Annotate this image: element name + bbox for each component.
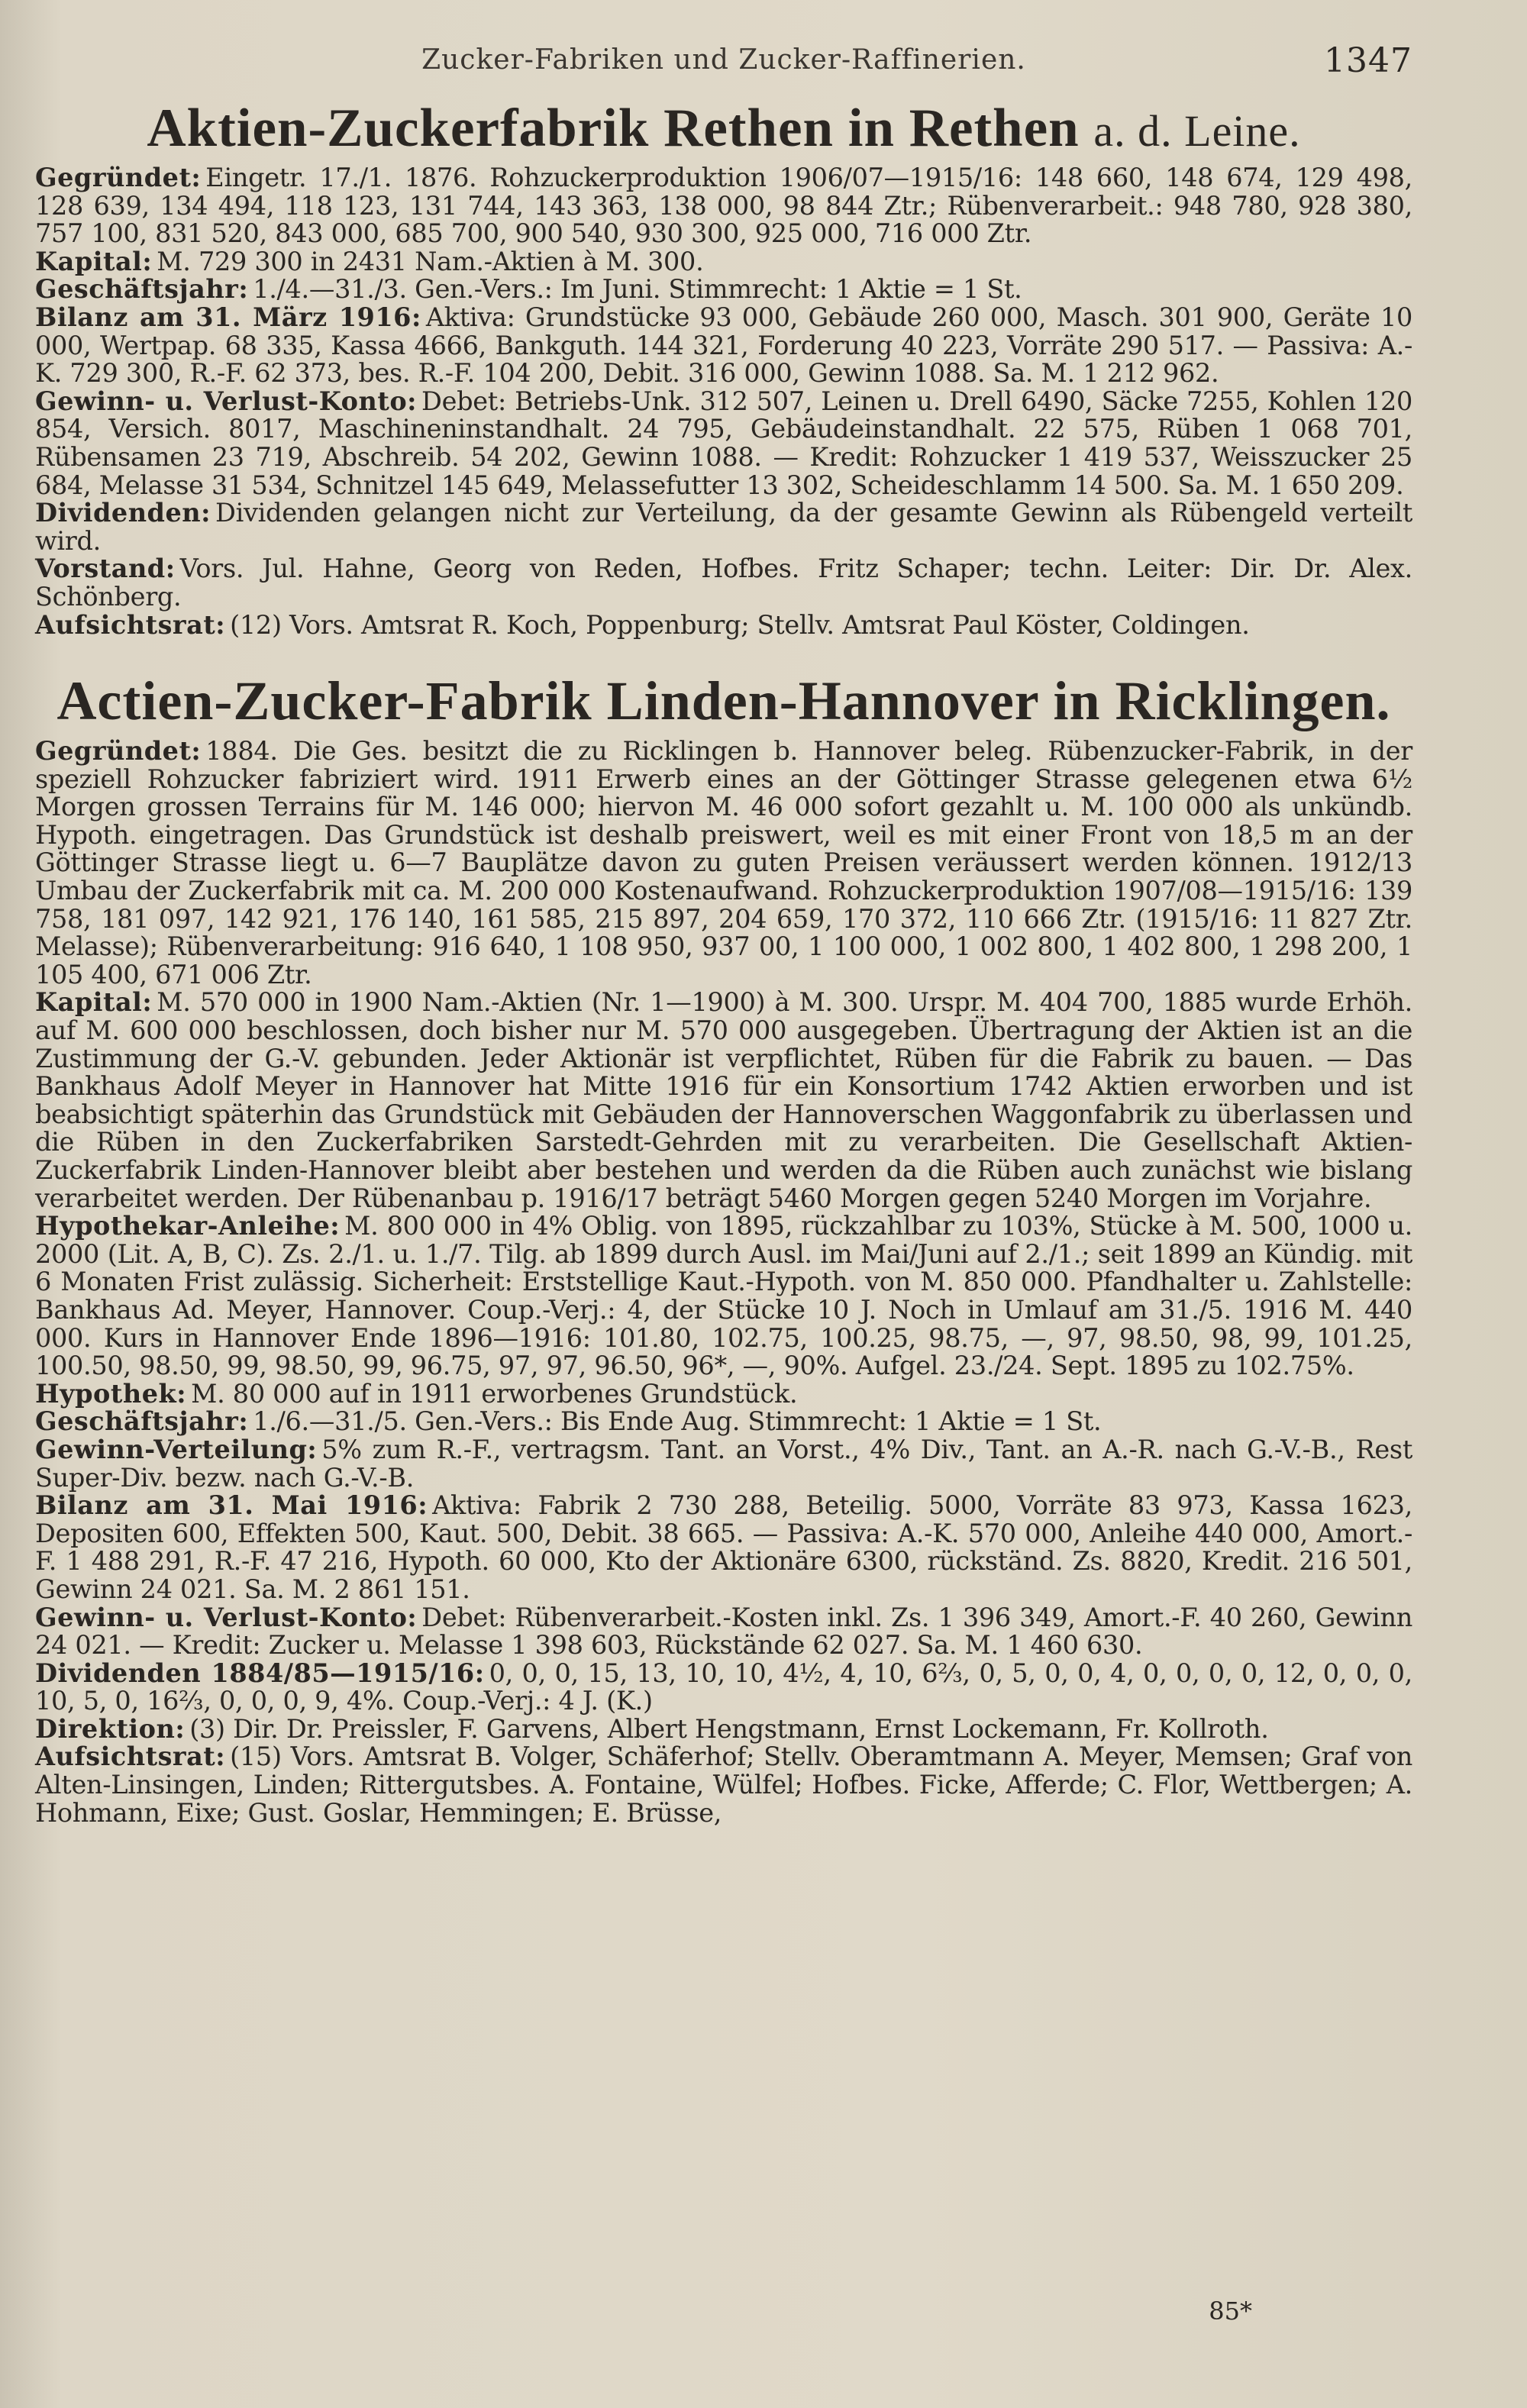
company-title-rethen <box>35 98 1412 160</box>
entry-label: Geschäftsjahr: <box>35 1406 249 1437</box>
entry-text: M. 729 300 in 2431 Nam.-Aktien à M. 300. <box>157 246 704 276</box>
entry-geschaeftsjahr <box>35 1408 1412 1436</box>
running-title: Zucker-Fabriken und Zucker-Raffinerien. <box>421 44 1026 76</box>
company-name: Aktien-Zuckerfabrik Rethen in Rethen <box>147 98 1080 158</box>
entry-gewinn-verlust <box>35 388 1412 499</box>
page-number: 1347 <box>1324 41 1412 80</box>
entry-label: Aufsichtsrat: <box>35 609 226 640</box>
entry-label: Kapital: <box>35 246 153 276</box>
entry-label: Gewinn- u. Verlust-Konto: <box>35 386 418 416</box>
entry-text: Vors. Jul. Hahne, Georg von Reden, Hofbes. Fritz Schaper; techn. Leiter: Dir. Dr. Alex. Schönberg. <box>35 554 1412 612</box>
entry-text: 1./6.—31./5. Gen.-Vers.: Bis Ende Aug. Stimmrecht: 1 Aktie = 1 St. <box>253 1406 1102 1437</box>
entry-text: Eingetr. 17./1. 1876. Rohzuckerproduktion 1906/07—1915/16: 148 660, 148 674, 129 498, 128 639, 134 494, 118 123, 131 744, 143 363, 138 000, 98 844 Ztr.; Rübenverarbeit.: 948 780, 928 380, 757 100, 831 520, 843 000, 685 700, 900 540, 930 300, 925 000, 716 000 Ztr. <box>35 163 1412 249</box>
entry-text: M. 800 000 in 4% Oblig. von 1895, rückzahlbar zu 103%, Stücke à M. 500, 1000 u. 2000 (Lit. A, B, C). Zs. 2./1. u. 1./7. Tilg. ab 1899 durch Ausl. im Mai/Juni auf 2./1.; seit 1899 an Kündig. mit 6 Monaten Frist zulässig. Sicherheit: Erststellige Kaut.-Hypoth. von M. 850 000. Pfandhalter u. Zahlstelle: Bankhaus Ad. Meyer, Hannover. Coup.-Verj.: 4, der Stücke 10 J. Noch in Umlauf am 31./5. 1916 M. 440 000. Kurs in Hannover Ende 1896—1916: 101.80, 102.75, 100.25, 98.75, —, 97, 98.50, 98, 99, 101.25, 100.50, 98.50, 99, 98.50, 99, 96.75, 97, 97, 96.50, 96*, —, 90%. Aufgel. 23./24. Sept. 1895 zu 102.75%. <box>35 1211 1412 1381</box>
entry-text: Aktiva: Grundstücke 93 000, Gebäude 260 000, Masch. 301 900, Geräte 10 000, Wertpap. 68 335, Kassa 4666, Bankguth. 144 321, Forderung 40 223, Vorräte 290 517. — Passiva: A.-K. 729 300, R.-F. 62 373, bes. R.-F. 104 200, Debit. 316 000, Gewinn 1088. Sa. M. 1 212 962. <box>35 302 1412 389</box>
entry-text: Aktiva: Fabrik 2 730 288, Beteilig. 5000, Vorräte 83 973, Kassa 1623, Depositen 600, Effekten 500, Kaut. 500, Debit. 38 665. — Passiva: A.-K. 570 000, Anleihe 440 000, Amort.-F. 1 488 291, R.-F. 47 216, Hypoth. 60 000, Kto der Aktionäre 6300, rückständ. Zs. 8820, Kredit. 216 501, Gewinn 24 021. Sa. M. 2 861 151. <box>35 1490 1413 1604</box>
entry-label: Dividenden 1884/85—1915/16: <box>35 1658 485 1688</box>
company-title-linden: Actien-Zucker-Fabrik Linden-Hannover in Ricklingen. <box>56 670 1391 732</box>
entry-text: M. 80 000 auf in 1911 erworbenes Grundstück. <box>191 1378 798 1409</box>
entry-aufsichtsrat <box>35 1743 1412 1827</box>
entry-text: (15) Vors. Amtsrat B. Volger, Schäferhof; Stellv. Oberamtmann A. Meyer, Memsen; Graf von Alten-Linsingen, Linden; Rittergutsbes. A. Fontaine, Wülfel; Hofbes. Ficke, Afferde; C. Flor, Wettbergen; A. Hohmann, Eixe; Gust. Goslar, Hemmingen; E. Brüsse, <box>35 1741 1412 1828</box>
entry-label: Gewinn-Verteilung: <box>35 1434 318 1464</box>
entry-gewinn-verlust <box>35 1604 1412 1660</box>
signature-mark: 85* <box>1209 2297 1252 2326</box>
entry-text: Debet: Rübenverarbeit.-Kosten inkl. Zs. 1 396 349, Amort.-F. 40 260, Gewinn 24 021. — Kredit: Zucker u. Melasse 1 398 603, Rückstände 62 027. Sa. M. 1 460 630. <box>35 1602 1412 1661</box>
entry-label: Direktion: <box>35 1713 186 1744</box>
entry-text: Debet: Betriebs-Unk. 312 507, Leinen u. Drell 6490, Säcke 7255, Kohlen 120 854, Versich. 8017, Maschineninstandhalt. 24 795, Gebäudeinstandhalt. 22 575, Rüben 1 068 701, Rübensamen 23 719, Abschreib. 54 202, Gewinn 1088. — Kredit: Rohzucker 1 419 537, Weisszucker 25 684, Melasse 31 534, Schnitzel 145 649, Melassefutter 13 302, Scheideschlamm 14 500. Sa. M. 1 650 209. <box>35 386 1412 500</box>
entry-label: Hypothekar-Anleihe: <box>35 1211 341 1241</box>
entry-label: Vorstand: <box>35 554 176 584</box>
entry-text: M. 570 000 in 1900 Nam.-Aktien (Nr. 1—1900) à M. 300. Urspr. M. 404 700, 1885 wurde Erhöh. auf M. 600 000 beschlossen, doch bisher nur M. 570 000 ausgegeben. Übertragung der Aktien ist an die Zustimmung der G.-V. gebunden. Jeder Aktionär ist verpflichtet, Rüben für die Fabrik zu bauen. — Das Bankhaus Adolf Meyer in Hannover hat Mitte 1916 für ein Konsortium 1742 Aktien erworben und ist beabsichtigt späterhin das Grundstück mit Gebäuden der Hannoverschen Waggonfabrik zu überlassen und die Rüben in den Zuckerfabriken Sarstedt-Gehrden mit zu verarbeiten. Die Gesellschaft Aktien-Zuckerfabrik Linden-Hannover bleibt aber bestehen und werden da die Rüben auch zunächst wie bislang verarbeitet werden. Der Rübenanbau p. 1916/17 beträgt 5460 Morgen gegen 5240 Morgen im Vorjahre. <box>35 987 1412 1213</box>
company-location: a. d. Leine. <box>1093 106 1301 156</box>
entry-vorstand <box>35 555 1412 611</box>
entry-direktion <box>35 1713 1412 1744</box>
entry-text: 1884. Die Ges. besitzt die zu Ricklingen b. Hannover beleg. Rübenzucker-Fabrik, in der speziell Rohzucker fabriziert wird. 1911 Erwerb eines an der Göttinger Strasse gelegenen etwa 6½ Morgen grossen Terrains für M. 146 000; hiervon M. 46 000 sofort gezahlt u. M. 100 000 als unkündb. Hypoth. eingetragen. Das Grundstück ist deshalb preiswert, weil es mit einer Front von 18,5 m an der Göttinger Strasse liegt u. 6—7 Bauplätze davon zu guten Preisen veräussert werden können. 1912/13 Umbau der Zuckerfabrik mit ca. M. 200 000 Kostenaufwand. Rohzuckerproduktion 1907/08—1915/16: 139 758, 181 097, 142 921, 176 140, 161 585, 215 897, 204 659, 170 372, 110 666 Ztr. (1915/16: 11 827 Ztr. Melasse); Rübenverarbeitung: 916 640, 1 108 950, 937 00, 1 100 000, 1 002 800, 1 402 800, 1 298 200, 1 105 400, 671 006 Ztr. <box>35 736 1412 989</box>
entry-label: Bilanz am 31. März 1916: <box>35 302 421 332</box>
entry-text: (3) Dir. Dr. Preissler, F. Garvens, Albert Hengstmann, Ernst Lockemann, Fr. Kollroth. <box>189 1713 1269 1744</box>
entry-bilanz <box>35 1492 1412 1603</box>
entry-label: Gegründet: <box>35 736 202 767</box>
entry-label: Gewinn- u. Verlust-Konto: <box>35 1602 418 1632</box>
entry-kapital <box>35 248 1412 276</box>
entry-bilanz <box>35 304 1412 388</box>
entry-label: Geschäftsjahr: <box>35 274 249 305</box>
entry-kapital <box>35 989 1412 1212</box>
entry-gegruendet <box>35 164 1412 248</box>
entry-hypothek <box>35 1380 1412 1409</box>
entry-text: 1./4.—31./3. Gen.-Vers.: Im Juni. Stimmrecht: 1 Aktie = 1 St. <box>253 274 1022 305</box>
entry-label: Gegründet: <box>35 163 202 192</box>
entry-text: (12) Vors. Amtsrat R. Koch, Poppenburg; Stellv. Amtsrat Paul Köster, Coldingen. <box>230 609 1250 640</box>
entry-geschaeftsjahr <box>35 276 1412 304</box>
entry-aufsichtsrat <box>35 609 1412 640</box>
entry-label: Aufsichtsrat: <box>35 1741 226 1772</box>
running-header <box>35 38 1412 87</box>
entry-label: Hypothek: <box>35 1378 187 1409</box>
entry-hypothekar-anleihe <box>35 1212 1412 1380</box>
entry-dividenden <box>35 1660 1412 1716</box>
entry-text: 0, 0, 0, 15, 13, 10, 10, 4½, 4, 10, 6⅔, 0, 5, 0, 0, 4, 0, 0, 0, 0, 12, 0, 0, 0, 10, 5, 0, 16⅔, 0, 0, 0, 9, 4%. Coup.-Verj.: 4 J. (K.) <box>35 1658 1413 1716</box>
entry-gegruendet <box>35 738 1412 989</box>
entry-text: Dividenden gelangen nicht zur Verteilung, da der gesamte Gewinn als Rübengeld verteilt wird. <box>35 498 1412 556</box>
entry-gewinn-verteilung <box>35 1436 1412 1492</box>
entry-text: 5% zum R.-F., vertragsm. Tant. an Vorst., 4% Div., Tant. an A.-R. nach G.-V.-B., Rest Super-Div. bezw. nach G.-V.-B. <box>35 1434 1412 1493</box>
entry-label: Bilanz am 31. Mai 1916: <box>35 1490 428 1521</box>
entry-dividenden <box>35 499 1412 555</box>
entry-label: Dividenden: <box>35 498 211 528</box>
entry-label: Kapital: <box>35 987 153 1018</box>
